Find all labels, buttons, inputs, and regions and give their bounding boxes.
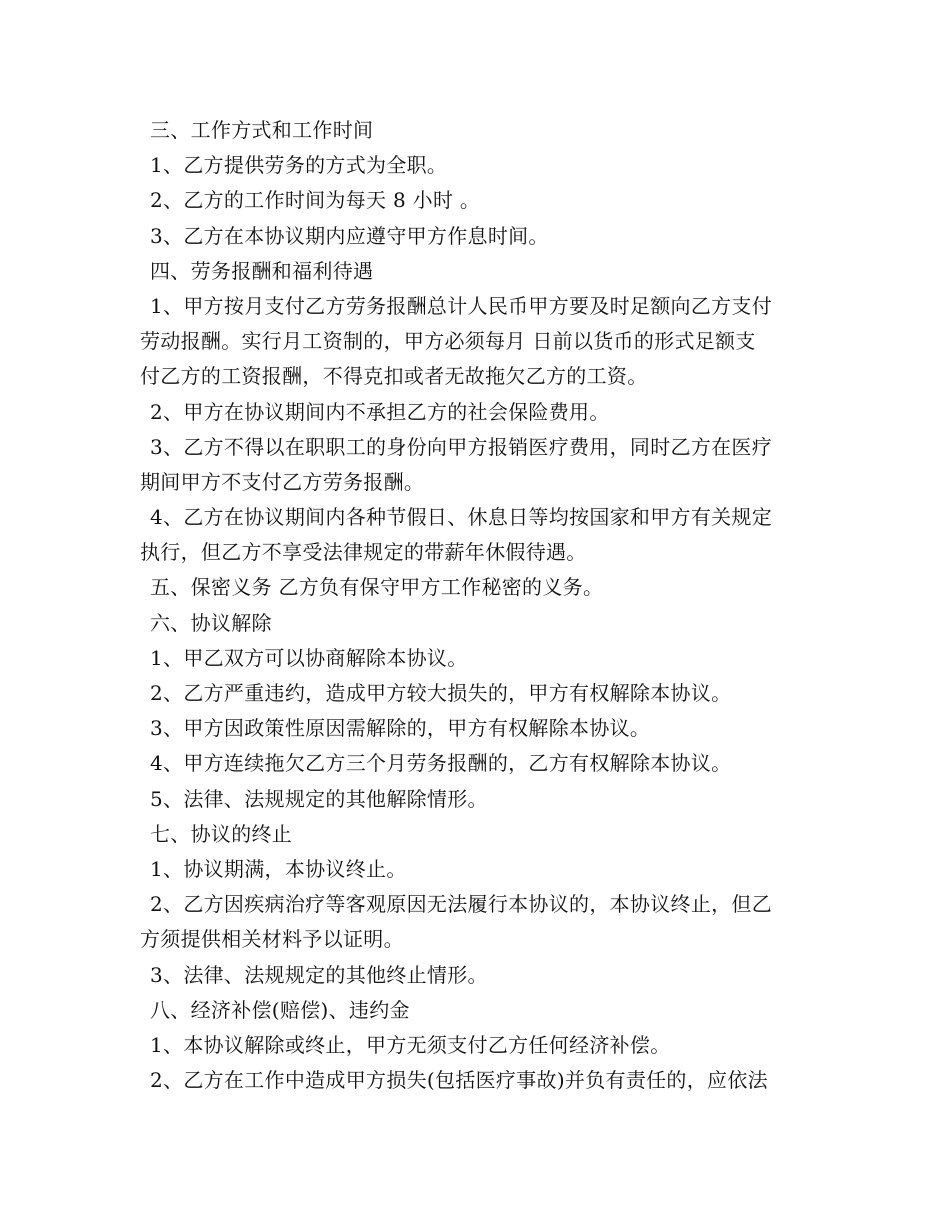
section-heading-7: 七、协议的终止	[150, 821, 293, 846]
clause-4-3-continued: 期间甲方不支付乙方劳务报酬。	[140, 469, 425, 494]
clause-3-2: 2、乙方的工作时间为每天 8 小时 。	[150, 188, 481, 213]
clause-4-3: 3、乙方不得以在职职工的身份向甲方报销医疗费用，同时乙方在医疗	[150, 434, 773, 459]
clause-6-5: 5、法律、法规规定的其他解除情形。	[150, 786, 488, 811]
clause-6-2: 2、乙方严重违约，造成甲方较大损失的，甲方有权解除本协议。	[150, 681, 732, 705]
clause-6-3: 3、甲方因政策性原因需解除的，甲方有权解除本协议。	[150, 716, 651, 741]
clause-4-4: 4、乙方在协议期间内各种节假日、休息日等均按国家和甲方有关规定	[150, 505, 773, 530]
document-body	[140, 113, 820, 1098]
clause-6-1: 1、甲乙双方可以协商解除本协议。	[150, 645, 468, 670]
clause-4-2: 2、甲方在协议期间内不承担乙方的社会保险费用。	[150, 399, 610, 424]
clause-7-1: 1、协议期满，本协议终止。	[150, 856, 407, 881]
clause-3-1: 1、乙方提供劳务的方式为全职。	[150, 153, 448, 178]
clause-7-3: 3、法律、法规规定的其他终止情形。	[150, 962, 488, 987]
clause-6-4: 4、甲方连续拖欠乙方三个月劳务报酬的，乙方有权解除本协议。	[150, 751, 732, 776]
section-heading-8: 八、经济补偿(赔偿)、违约金	[150, 997, 410, 1022]
section-heading-5: 五、保密义务 乙方负有保守甲方工作秘密的义务。	[150, 575, 604, 600]
clause-4-1-continued: 劳动报酬。实行月工资制的，甲方必须每月 日前以货币的形式足额支	[140, 329, 756, 354]
clause-7-2-continued: 方须提供相关材料予以证明。	[140, 927, 404, 952]
clause-3-3: 3、乙方在本协议期内应遵守甲方作息时间。	[150, 223, 549, 248]
clause-4-4-continued: 执行，但乙方不享受法律规定的带薪年休假待遇。	[140, 540, 587, 565]
clause-7-2: 2、乙方因疾病治疗等客观原因无法履行本协议的，本协议终止，但乙	[150, 892, 773, 917]
clause-8-1: 1、本协议解除或终止，甲方无须支付乙方任何经济补偿。	[150, 1032, 671, 1057]
section-heading-4: 四、劳务报酬和福利待遇	[150, 258, 374, 283]
section-heading-3: 三、工作方式和工作时间	[150, 118, 374, 142]
clause-4-1: 1、甲方按月支付乙方劳务报酬总计人民币甲方要及时足额向乙方支付	[150, 293, 773, 318]
clause-8-2: 2、乙方在工作中造成甲方损失(包括医疗事故)并负有责任的，应依法	[150, 1068, 768, 1093]
clause-4-1-continued: 付乙方的工资报酬，不得克扣或者无故拖欠乙方的工资。	[140, 364, 648, 389]
section-heading-6: 六、协议解除	[150, 610, 272, 635]
